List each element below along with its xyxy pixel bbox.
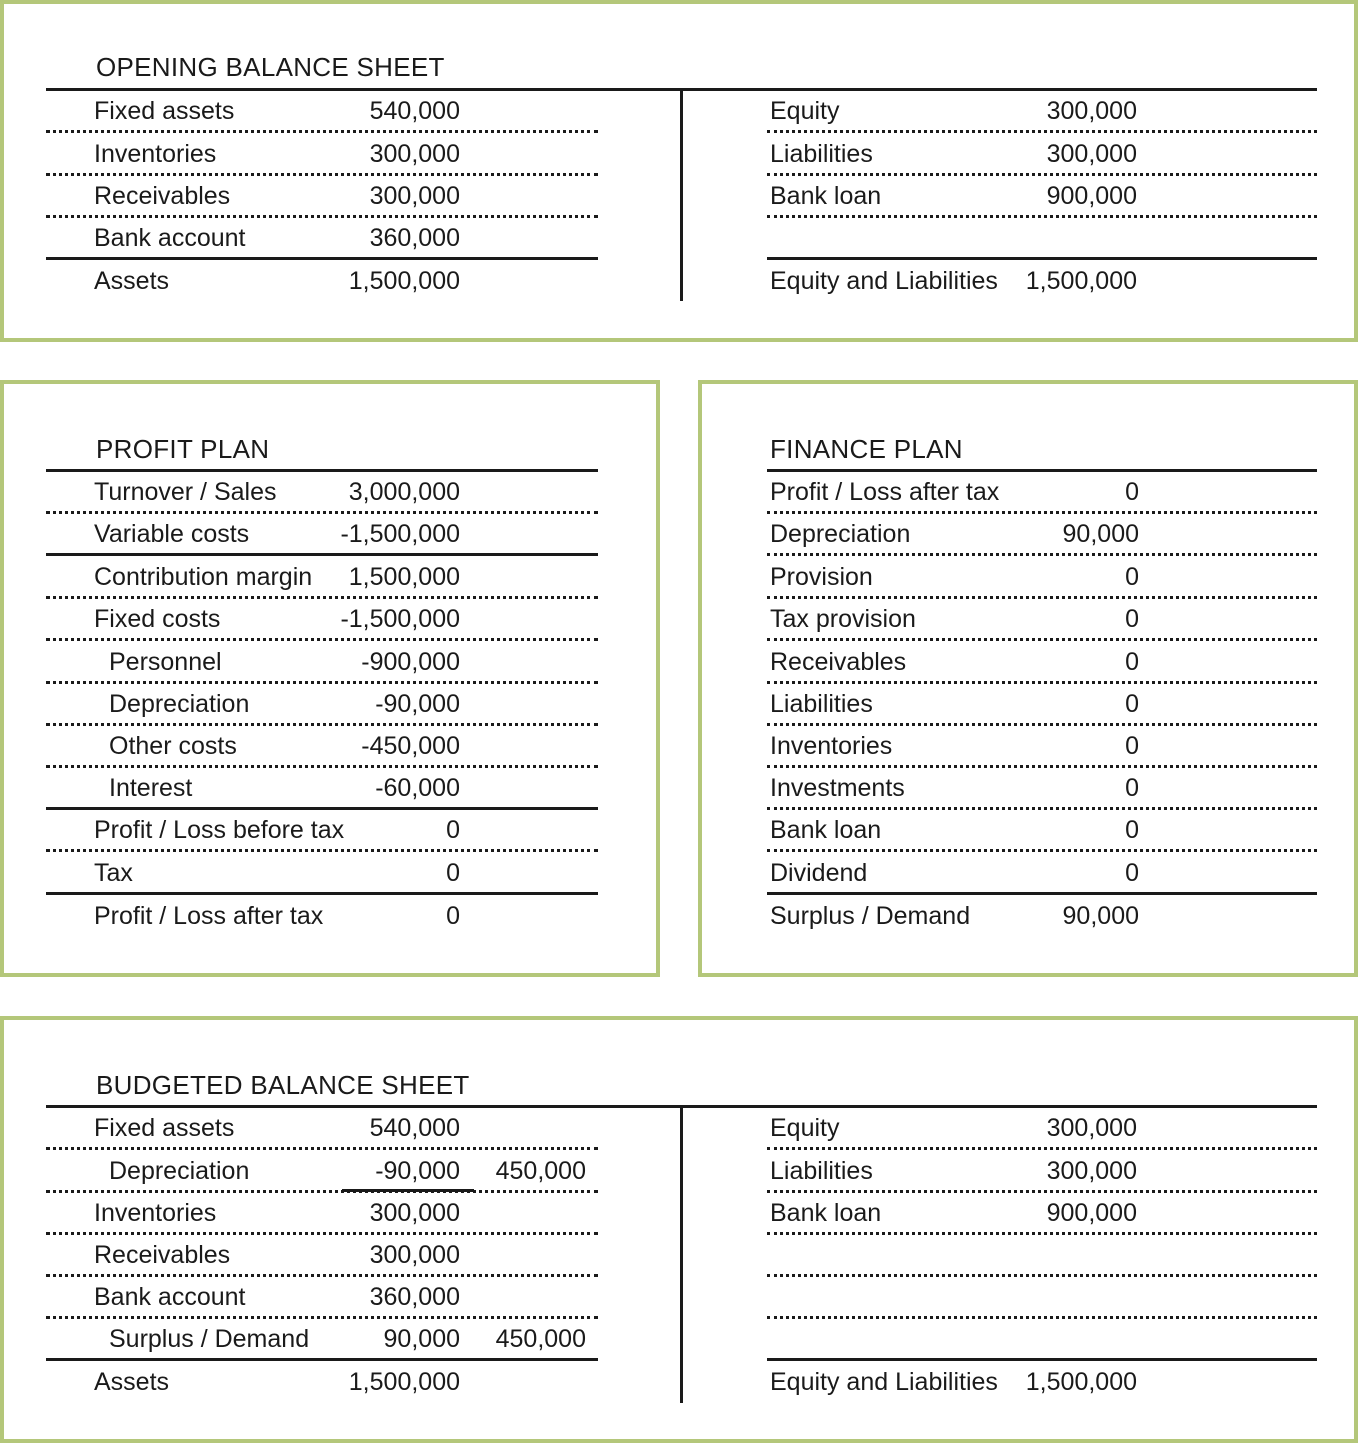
total-label: Equity and Liabilities (770, 1368, 998, 1396)
rule (767, 257, 1317, 260)
budgeted-balance-sheet-panel (0, 1016, 1358, 1443)
row-label: Investments (770, 774, 905, 802)
row-label: Inventories (94, 1199, 217, 1227)
rule (767, 1274, 1317, 1277)
row-label: Receivables (770, 648, 907, 676)
rule (767, 215, 1317, 218)
rule (46, 681, 598, 684)
row-value: 0 (1125, 732, 1139, 760)
rule (46, 1316, 598, 1319)
rule (767, 765, 1317, 768)
rule (767, 1232, 1317, 1235)
rule (767, 130, 1317, 133)
row-label: Depreciation (770, 520, 911, 548)
row-value: 900,000 (1046, 1199, 1137, 1227)
row-label: Liabilities (770, 690, 873, 718)
row-label: Receivables (94, 1241, 231, 1269)
total-label: Assets (94, 1368, 170, 1396)
total-label: Surplus / Demand (770, 902, 971, 930)
row-label: Fixed costs (94, 605, 221, 633)
row-label: Variable costs (94, 520, 250, 548)
row-label: Contribution margin (94, 563, 313, 591)
row-label: Equity (770, 97, 840, 125)
row-value: 0 (1125, 605, 1139, 633)
row-label: Tax provision (770, 605, 916, 633)
row-value: -450,000 (361, 732, 460, 760)
row-value: 300,000 (369, 182, 460, 210)
rule (767, 1190, 1317, 1193)
row-value: 1,500,000 (348, 563, 460, 591)
rule (767, 173, 1317, 176)
row-value: 0 (446, 859, 460, 887)
opening-balance-sheet-panel (0, 0, 1358, 342)
row-label: Interest (109, 774, 193, 802)
row-value: 360,000 (369, 224, 460, 252)
total-value: 1,500,000 (348, 1368, 460, 1396)
row-value: 0 (1125, 816, 1139, 844)
row-label: Other costs (109, 732, 237, 760)
total-value: 1,500,000 (1025, 1368, 1137, 1396)
row-value: -90,000 (375, 690, 460, 718)
rule (46, 469, 598, 472)
column-divider (680, 90, 683, 301)
row-value: 0 (446, 816, 460, 844)
rule (767, 723, 1317, 726)
row-value: 300,000 (1046, 140, 1137, 168)
row-value: 90,000 (383, 1325, 460, 1353)
rule (46, 173, 598, 176)
total-label: Equity and Liabilities (770, 267, 998, 295)
rule (46, 511, 598, 514)
budgeted-balance-sheet-title: BUDGETED BALANCE SHEET (96, 1070, 470, 1100)
row-label: Fixed assets (94, 97, 235, 125)
row-label: Personnel (109, 648, 222, 676)
row-value: 300,000 (1046, 1114, 1137, 1142)
row-value: 540,000 (369, 1114, 460, 1142)
row-value: 90,000 (1062, 520, 1139, 548)
row-label: Bank account (94, 224, 246, 252)
profit-plan-panel (0, 380, 660, 977)
row-value: 0 (1125, 774, 1139, 802)
row-value: 300,000 (1046, 97, 1137, 125)
finance-plan-panel (698, 380, 1358, 977)
row-label: Bank loan (770, 1199, 882, 1227)
rule (767, 596, 1317, 599)
rule (767, 553, 1317, 556)
rule (46, 849, 598, 852)
row-value: -1,500,000 (340, 605, 460, 633)
opening-balance-sheet-title: OPENING BALANCE SHEET (96, 52, 445, 82)
total-value: 90,000 (1062, 902, 1139, 930)
rule (767, 1147, 1317, 1150)
rule (767, 1316, 1317, 1319)
rule (46, 596, 598, 599)
total-value: 0 (446, 902, 460, 930)
rule (46, 1232, 598, 1235)
row-value: -1,500,000 (340, 520, 460, 548)
rule (767, 638, 1317, 641)
row-value: 900,000 (1046, 182, 1137, 210)
row-value: 0 (1125, 563, 1139, 591)
row-label: Inventories (94, 140, 217, 168)
row-value: 300,000 (369, 1241, 460, 1269)
rule (767, 511, 1317, 514)
rule (767, 892, 1317, 895)
row-label: Liabilities (770, 140, 873, 168)
row-label: Inventories (770, 732, 893, 760)
row-label: Receivables (94, 182, 231, 210)
row-value: -90,000 (375, 1157, 460, 1185)
rule (46, 807, 598, 810)
total-label: Profit / Loss after tax (94, 902, 324, 930)
profit-plan-title: PROFIT PLAN (96, 434, 270, 464)
row-label: Provision (770, 563, 873, 591)
subtotal-rule (342, 1189, 474, 1192)
row-value: -60,000 (375, 774, 460, 802)
row-value: -900,000 (361, 648, 460, 676)
rule (46, 1147, 598, 1150)
row-label: Bank account (94, 1283, 246, 1311)
row-label: Dividend (770, 859, 868, 887)
row-value: 0 (1125, 690, 1139, 718)
rule (46, 892, 598, 895)
row-value: 0 (1125, 648, 1139, 676)
row-value: 300,000 (369, 1199, 460, 1227)
row-value: 0 (1125, 478, 1139, 506)
row-label: Bank loan (770, 816, 882, 844)
row-subtotal: 450,000 (495, 1325, 586, 1353)
row-label: Surplus / Demand (109, 1325, 310, 1353)
row-value: 3,000,000 (348, 478, 460, 506)
row-label: Profit / Loss before tax (94, 816, 345, 844)
row-subtotal: 450,000 (495, 1157, 586, 1185)
row-label: Tax (94, 859, 133, 887)
row-label: Profit / Loss after tax (770, 478, 1000, 506)
rule (46, 638, 598, 641)
total-value: 1,500,000 (348, 267, 460, 295)
row-value: 300,000 (369, 140, 460, 168)
rule (46, 1190, 598, 1193)
rule (767, 1358, 1317, 1361)
rule (46, 1358, 598, 1361)
rule (767, 469, 1317, 472)
rule (46, 765, 598, 768)
row-value: 540,000 (369, 97, 460, 125)
total-value: 1,500,000 (1025, 267, 1137, 295)
rule (46, 215, 598, 218)
row-label: Depreciation (109, 690, 250, 718)
rule (767, 681, 1317, 684)
row-value: 360,000 (369, 1283, 460, 1311)
row-label: Liabilities (770, 1157, 873, 1185)
row-label: Depreciation (109, 1157, 250, 1185)
row-value: 0 (1125, 859, 1139, 887)
total-label: Assets (94, 267, 170, 295)
finance-plan-title: FINANCE PLAN (770, 434, 963, 464)
row-label: Bank loan (770, 182, 882, 210)
column-divider (680, 1107, 683, 1403)
rule (46, 723, 598, 726)
row-label: Turnover / Sales (94, 478, 277, 506)
rule (46, 257, 598, 260)
row-label: Equity (770, 1114, 840, 1142)
rule (46, 1274, 598, 1277)
row-value: 300,000 (1046, 1157, 1137, 1185)
row-label: Fixed assets (94, 1114, 235, 1142)
rule (767, 807, 1317, 810)
rule (46, 553, 598, 556)
rule (46, 130, 598, 133)
rule (767, 849, 1317, 852)
